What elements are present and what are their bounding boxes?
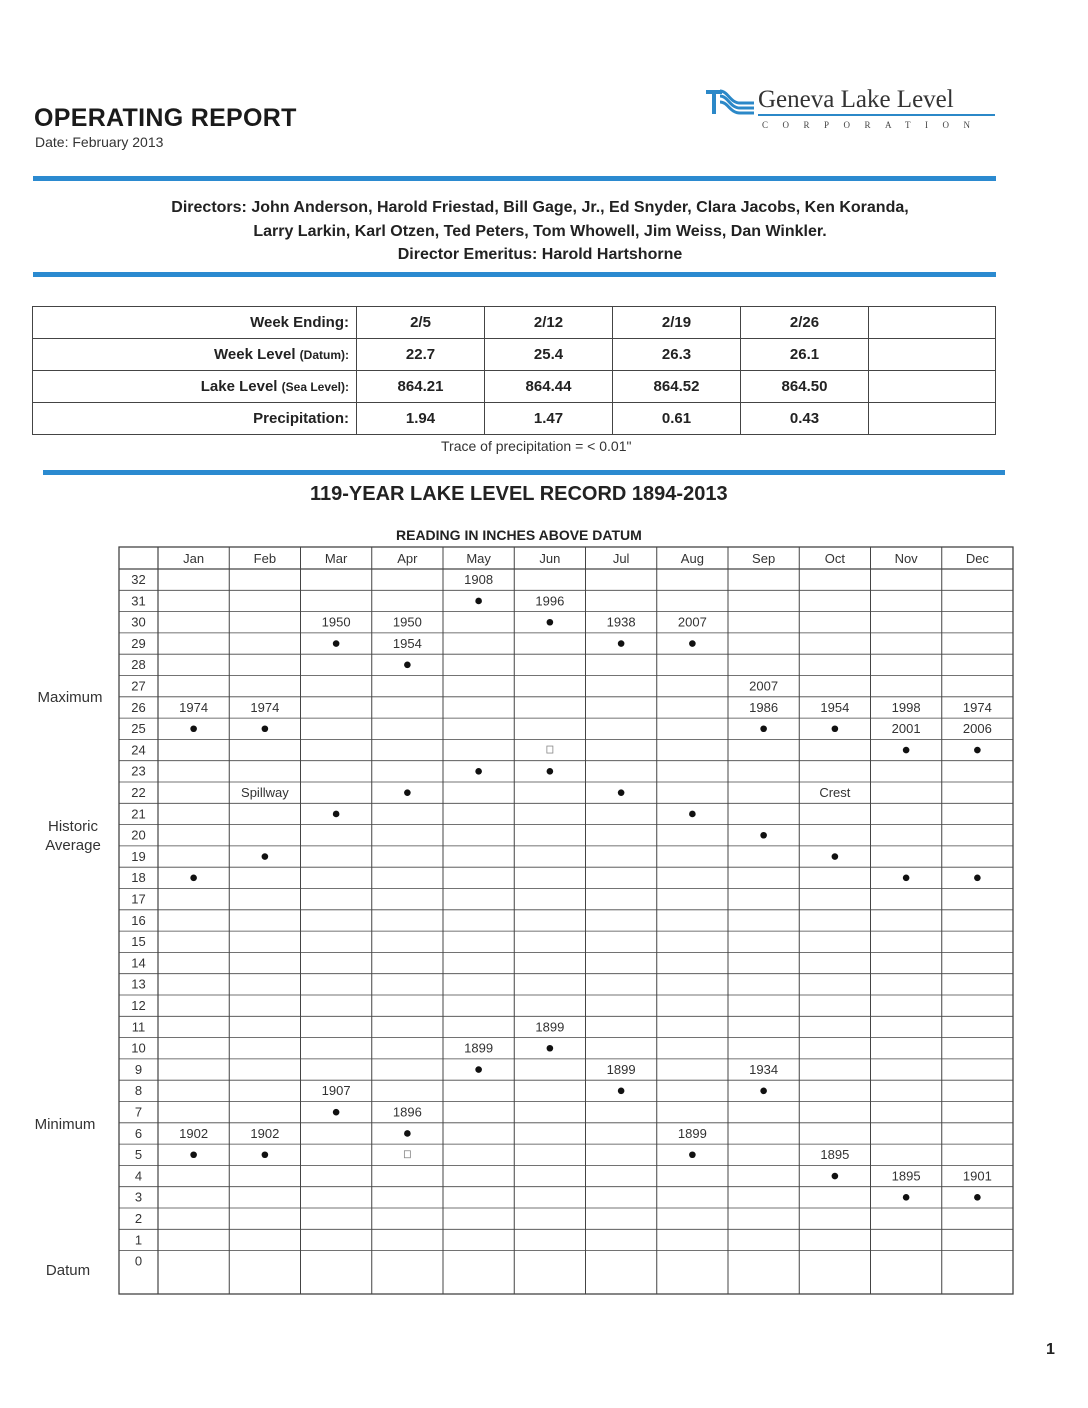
level-label: 31 (131, 593, 146, 609)
average-dot (333, 811, 340, 818)
maximum-year: 2006 (962, 721, 992, 737)
level-label: 23 (131, 763, 146, 779)
maximum-dot (618, 640, 625, 647)
lake-level-text: Lake Level (200, 378, 278, 395)
minimum-dot (974, 1194, 981, 1201)
month-header: Jun (539, 551, 561, 566)
minimum-year: 1934 (749, 1061, 779, 1077)
week-level-cell: 26.3 (613, 339, 741, 371)
directors-line-2: Larry Larkin, Karl Otzen, Ted Peters, Tom Whowell, Jim Weiss, Dan Winkler. (253, 222, 827, 240)
week-ending-cell: 2/12 (485, 307, 613, 339)
maximum-year: 1998 (891, 699, 921, 715)
crest-label: Crest (819, 785, 851, 800)
average-dot (618, 789, 625, 796)
level-label: 30 (131, 614, 146, 630)
average-label: Average (45, 837, 101, 854)
level-label: 0 (134, 1253, 143, 1269)
minimum-year: 1899 (677, 1125, 707, 1141)
record-title: 119-YEAR LAKE LEVEL RECORD 1894-2013 (310, 483, 728, 505)
week-level-text: Week Level (214, 346, 296, 363)
average-dot (262, 853, 269, 860)
maximum-year: 1908 (464, 572, 494, 587)
month-header: Apr (397, 551, 418, 566)
minimum-dot (689, 1151, 696, 1158)
page-number: 1 (1046, 1341, 1055, 1358)
minimum-year: 1896 (392, 1104, 422, 1120)
maximum-year: 1974 (250, 699, 280, 715)
maximum-year: 1996 (535, 593, 565, 609)
maximum-year: 1954 (392, 635, 422, 651)
maximum-dot (404, 662, 411, 669)
level-label: 8 (134, 1083, 143, 1099)
maximum-dot (689, 640, 696, 647)
minimum-year: 1902 (179, 1125, 209, 1141)
average-dot (974, 875, 981, 882)
minimum-dot (333, 1109, 340, 1116)
spillway-label: Spillway (241, 785, 289, 800)
week-level-cell: 26.1 (741, 339, 869, 371)
month-header: Sep (752, 551, 776, 566)
week-ending-cell: 2/19 (613, 307, 741, 339)
average-dot (903, 875, 910, 882)
grid-border (119, 547, 1013, 1294)
historic-label: Historic (47, 818, 98, 835)
average-dot (475, 768, 482, 775)
maximum-year: 2007 (677, 614, 707, 630)
level-label: 28 (131, 657, 146, 673)
datum-label: Datum (45, 1262, 91, 1279)
average-dot (404, 789, 411, 796)
minimum-dot (190, 1151, 197, 1158)
lake-level-cell: 864.44 (485, 371, 613, 403)
precipitation-cell: 1.47 (485, 403, 613, 435)
minimum-dot (760, 1088, 767, 1095)
maximum-dot (333, 640, 340, 647)
level-label: 13 (131, 976, 146, 992)
level-label: 12 (131, 998, 146, 1013)
month-header: Dec (965, 551, 989, 566)
maximum-year: 2001 (891, 721, 921, 737)
level-label: 20 (131, 827, 146, 843)
level-label: 25 (131, 721, 146, 737)
level-label: 29 (131, 635, 146, 651)
maximum-year: 1950 (321, 614, 351, 630)
level-label: 19 (131, 848, 146, 864)
minimum-year: 1907 (321, 1083, 351, 1099)
logo-name: Geneva Lake Level (758, 86, 954, 113)
month-header: May (466, 551, 491, 566)
average-dot (689, 811, 696, 818)
maximum-dot (190, 725, 197, 732)
minimum-dot (547, 1045, 554, 1052)
average-dot (832, 853, 839, 860)
lake-level-cell: 864.52 (613, 371, 741, 403)
precipitation-label: Precipitation: (33, 403, 357, 435)
level-label: 21 (131, 806, 146, 822)
month-header: Feb (253, 551, 277, 566)
maximum-dot (475, 598, 482, 605)
report-title: OPERATING REPORT (34, 104, 297, 132)
month-header: Aug (680, 551, 704, 566)
week-level-cell: 22.7 (357, 339, 485, 371)
maximum-dot (760, 725, 767, 732)
maximum-dot (974, 747, 981, 754)
week-ending-cell: 2/26 (741, 307, 869, 339)
minimum-dot (618, 1088, 625, 1095)
minimum-dot (475, 1066, 482, 1073)
minimum-year: 1899 (606, 1061, 636, 1077)
precipitation-cell: 1.94 (357, 403, 485, 435)
minimum-label: Minimum (34, 1116, 96, 1133)
maximum-year: 1938 (606, 614, 636, 630)
level-label: 1 (134, 1232, 143, 1248)
month-header: Jan (183, 551, 205, 566)
record-subtitle: READING IN INCHES ABOVE DATUM (396, 527, 642, 543)
minimum-dot (832, 1173, 839, 1180)
logo-corporation: CORPORATION (762, 120, 985, 130)
precipitation-cell: 0.43 (741, 403, 869, 435)
week-level-cell: 25.4 (485, 339, 613, 371)
precipitation-cell: 0.61 (613, 403, 741, 435)
level-label: 3 (134, 1189, 143, 1205)
maximum-year: 1954 (820, 699, 850, 715)
trace-note: Trace of precipitation = < 0.01" (441, 438, 632, 454)
directors-line-1: Directors: John Anderson, Harold Friestad, Bill Gage, Jr., Ed Snyder, Clara Jacobs, Ken Koranda, (171, 199, 909, 216)
level-label: 18 (131, 870, 146, 886)
minimum-year: 1895 (891, 1168, 921, 1184)
level-label: 26 (131, 699, 146, 715)
level-label: 7 (134, 1104, 143, 1120)
level-label: 5 (134, 1147, 143, 1163)
maximum-dot (903, 747, 910, 754)
average-dot (760, 832, 767, 839)
level-label: 32 (131, 572, 146, 587)
week-ending-label: Week Ending: (33, 307, 357, 339)
maximum-year: 1974 (962, 699, 992, 715)
maximum-year: 1986 (749, 699, 779, 715)
maximum-year: 2007 (749, 678, 779, 694)
level-label: 14 (131, 955, 146, 971)
level-label: 27 (131, 678, 146, 694)
level-label: 15 (131, 934, 146, 950)
director-emeritus: Director Emeritus: Harold Hartshorne (397, 246, 683, 263)
minimum-year: 1899 (535, 1019, 565, 1035)
report-date: Date: February 2013 (35, 134, 164, 150)
month-header: Mar (324, 551, 348, 566)
level-label: 16 (131, 912, 146, 928)
lake-level-cell: 864.50 (741, 371, 869, 403)
level-label: 10 (131, 1040, 146, 1056)
minimum-year: 1901 (962, 1168, 992, 1184)
month-header: Nov (894, 551, 918, 566)
week-ending-cell: 2/5 (357, 307, 485, 339)
minimum-year: 1899 (464, 1040, 494, 1056)
minimum-year: 1895 (820, 1147, 850, 1163)
month-header: Jul (612, 551, 630, 566)
minimum-dot (404, 1130, 411, 1137)
maximum-dot (547, 619, 554, 626)
minimum-dot (903, 1194, 910, 1201)
level-label: 6 (134, 1125, 143, 1141)
lake-level-cell: 864.21 (357, 371, 485, 403)
maximum-year: 1950 (392, 614, 422, 630)
current-level-marker (404, 1151, 410, 1158)
level-label: 4 (134, 1168, 143, 1184)
level-label: 24 (131, 742, 146, 758)
current-level-marker (547, 746, 553, 753)
level-label: 11 (131, 1019, 146, 1035)
maximum-dot (832, 725, 839, 732)
average-dot (547, 768, 554, 775)
average-dot (190, 875, 197, 882)
week-level-note: (Datum): (299, 348, 349, 362)
lake-level-note: (Sea Level): (281, 380, 349, 394)
maximum-year: 1974 (179, 699, 209, 715)
level-label: 2 (134, 1211, 143, 1226)
month-header: Oct (824, 551, 845, 566)
minimum-year: 1902 (250, 1125, 280, 1141)
maximum-label: Maximum (37, 689, 103, 706)
level-label: 22 (131, 785, 146, 800)
maximum-dot (262, 725, 269, 732)
minimum-dot (262, 1151, 269, 1158)
level-label: 17 (131, 891, 146, 907)
level-label: 9 (134, 1061, 143, 1077)
